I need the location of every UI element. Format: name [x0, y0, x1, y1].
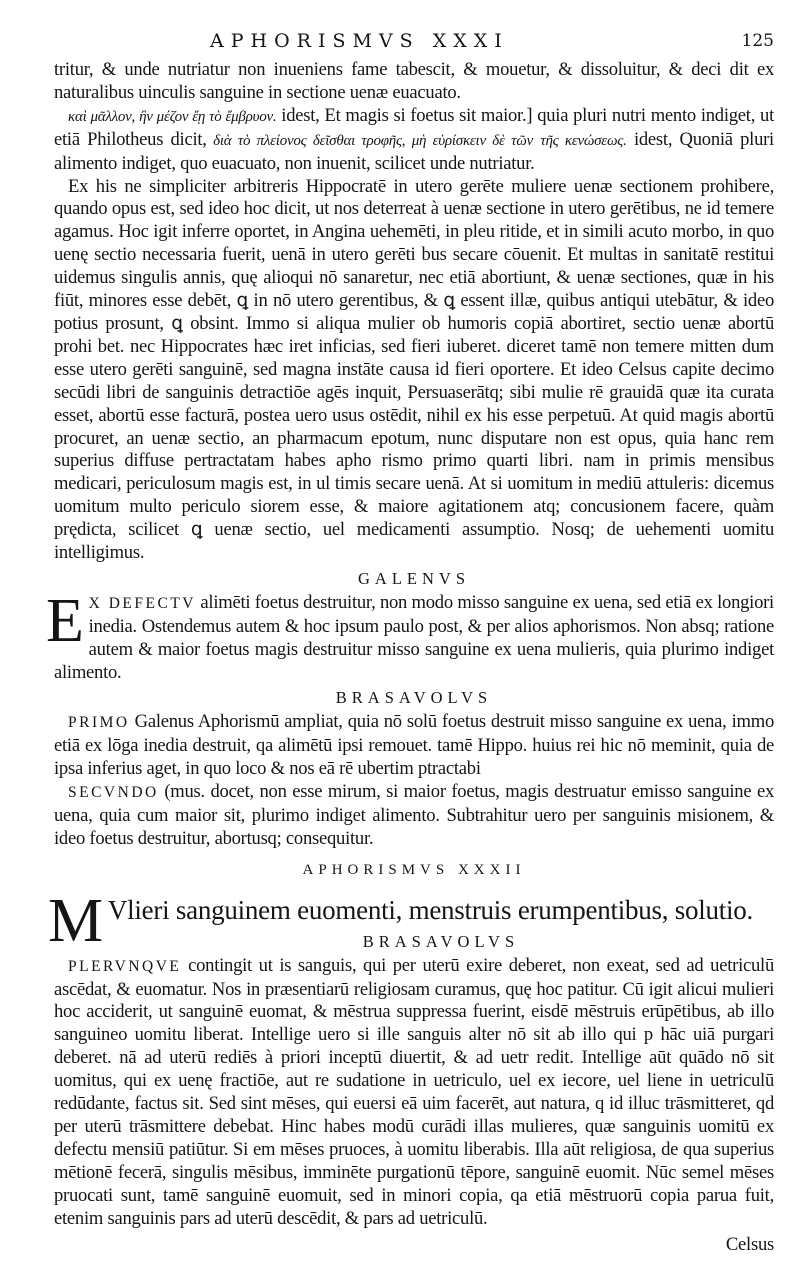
text-line: sanaretur, nec etiā abortiunt, & uenæ sectiones, quæ in his fiūt, minores esse debēt, ꝗ in	[54, 267, 774, 312]
text-line: nunc disputare non est opus, quia hanc rem superius diffuse pertractatam habes apho	[54, 427, 774, 472]
smallcaps-lead: PLERVNQVE	[68, 957, 182, 975]
text-line: esse perpetuū. At quid magis abortū procuret, an uenæ sectio, an pharmacum epotum,	[54, 404, 775, 449]
text-line: rismo primo quarti libri. nam in primis mensibus medicari, periculosum magis est, in ul	[54, 450, 775, 495]
text-line: prohibere, quando opus est, sed ideo hoc dicit, ut nos deterreat à uenæ sectione in utero	[54, 175, 774, 220]
text-line: idest, Quoniā pluri alimento indiget, quo euacuato, non inuenit, scilicet	[54, 128, 774, 174]
text-line: dit ex naturalibus uinculis sanguine in sectione uenæ euacuato.	[54, 59, 774, 103]
text-line: tritur, & unde nutriatur non inueniens fame tabescit, & mouetur, & dissoluitur, & deci	[54, 59, 722, 80]
paragraph-galenus	[46, 586, 774, 685]
paragraph-commentary	[54, 176, 774, 565]
aphorism-body: Vlieri sanguinem euomenti, menstruis erumpentibus, solutio.	[107, 894, 754, 925]
paragraph-text: Galenus Aphorismū ampliat, quia nō solū foetus destruit misso sanguine ex uena, immo etiā ex lōga inedia destruit, qa alimētū ipsi remouet. tamē Hippo. huius rei hic nō meminit, quia de ipsa inferius aget, in quo loco & nos eā rē ubertim ptractabi	[54, 711, 774, 780]
text-line: ꝗ obsint. Immo si aliqua mulier ob humoris copiā abortiret, sectio uenæ abortū prohi	[54, 312, 774, 357]
section-heading-galenus: GALENVS	[358, 568, 470, 588]
aphorism-heading: APHORISMVS XXXII	[302, 861, 526, 878]
page-number: 125	[741, 31, 774, 51]
paragraph-brasavolus-primo	[54, 711, 774, 781]
running-title: APHORISMVS XXXI	[210, 30, 509, 52]
paragraph-continuation	[54, 59, 774, 105]
text-line: timis secare uenā. At si uomitum in mediū attuleris: dicemus uomitum multo periculo	[54, 473, 774, 518]
paragraph-greek-lemma	[54, 105, 774, 176]
margin-note: (mus.	[164, 781, 205, 803]
text-block	[46, 59, 775, 1256]
smallcaps-lead: SECVNDO	[68, 784, 159, 802]
paragraph-brasavolus-secundo	[54, 781, 774, 851]
section-heading-brasavolus: BRASAVOLVS	[335, 688, 493, 708]
text-line: gerētibus, ne id temere agamus. Hoc igit inferre oportet, in Angina uehemēti, in pleu	[54, 198, 774, 243]
text-line: dum esse utero gerēti sanguinē, sed magna instāte causa id fieri oportere. Et ideo Celsus	[54, 335, 774, 380]
text-line: Ex his ne simpliciter arbitreris Hippocratē in utero gerēte muliere uenæ sectionem	[68, 175, 693, 197]
text-line: ritide, et in simili acuto morbo, in quo uenę sectio necessaria fuerit, uenā in utero gerēti	[54, 221, 775, 266]
catchword: Celsus	[725, 1233, 774, 1255]
text-line: uenæ sectio, uel medicamenti assumptio. Nosq; de uehementi uomitu intelligimus.	[54, 519, 774, 564]
greek-lemma: καὶ μᾶλλον, ἢν μέζον ἔῃ τὸ ἔμβρυον.	[68, 108, 277, 125]
smallcaps-lead: PRIMO	[68, 714, 130, 732]
greek-quote: διὰ τὸ πλείονος δεῖσθαι τροφῆς, μὴ εὑρίσκειν δὲ τῶν	[206, 132, 533, 149]
text-line: nō utero gerentibus, & ꝗ essent illæ, quibus antiqui utebātur, & ideo potius prosunt,	[54, 290, 774, 334]
text-line: bet. nec Hippocrates hæc iret inficias, sed fieri iuberet. diceret tamē non temere mitten	[97, 335, 736, 357]
paragraph-text: alimēti foetus destruitur, non modo misso sanguine ex uena, sed etiā ex longiori inedia. Ostendemus autem & hoc ipsum paulo post, & per alios aphorismos. Non absq; ratione autem & maior foetus magis destruitur misso sanguine ex uena mulieris, quia plurimo indiget alimento.	[54, 591, 774, 683]
text-line: rē grauidā quæ ita curata esset, abortū esse facturā, postea uero usus ostēdit, nihil ex his	[54, 381, 774, 426]
text-line: siorem esse, & maiore agitationem atq; concusionem facere, quàm prędicta, scilicet ꝗ	[54, 496, 775, 541]
text-line: unde nutriatur.	[429, 152, 535, 174]
text-line: bus secare cōuenit. Et multas in sanitatē restitui uidemus singulis annis, quę alioqui nō	[54, 244, 775, 289]
initial-letter: E	[46, 586, 84, 655]
latin-gloss: idest, Et magis si foetus sit maior.] quia pluri nutri	[276, 104, 646, 126]
paragraph-brasavolus-plerunque	[54, 955, 774, 1231]
section-heading-brasavolus: BRASAVOLVS	[362, 931, 520, 951]
text-line: mento indiget, ut etiā Philotheus dicit,	[54, 104, 774, 150]
smallcaps-lead: X DEFECTV	[88, 594, 196, 612]
greek-quote: τῆς κενώσεως.	[540, 132, 627, 149]
paragraph-text: docet, non esse mirum, si maior foetus, magis destruatur emisso sanguine ex uena, quia cum maior sit, plurimo indiget alimento. Subtrahitur uero per sanguinis misionem, & ideo foetus destruitur, abortusq; consequitur.	[54, 781, 774, 849]
initial-letter: M	[48, 886, 103, 955]
text-line: capite decimo secūdi libri de sanguinis detractiōe agēs inquit, Persuaserātq; sibi mulie	[54, 358, 774, 403]
paragraph-text: contingit ut is sanguis, qui per uterū exire deberet, non exeat, sed ad uetriculū ascēdat, & euomatur. Nos in præsentiarū religiosam curamus, quę hoc patitur. Cū igit alicui mulieri hoc acciderit, ut sanguinē euomat, & mēstrua suppressa fuerint, eisdē mēstruis erūpētibus, ab illo sanguineo uomitu liberat. Intellige uero si ille sanguis alter nō sit ab illo qui p hāc uiā purgari deberet. nā ad uterū rediēs à priori inceptū diuertit, & ad uetr redit. Intellige aūt quādo nō sit uomitus, qui ex uenę fractiōe, aut re sudatione in uetriculo, uel ex iecore, uel liene in uetriculū redūdante, factus sit. Sed sint mēses, qui euersi eā uim facerēt, aut natura, q id illuc trāsmitteret, qd per uterū trāsmittere debebat. Hinc habes modū curādi illas mulieres, quæ sanguinis uomitū ex defectu mensiū patiūtur. Si em mēses pruoces, à uomitu liberabis. Illa aūt religiosa, de qua superius mētionē fecerā, singulis mēsibus, imminēte purgationū tēpore, sanguinē euomit. Nūc semel mēses pruocati sunt, tamē sanguinē euomuit, sed in minori copia, qa etiā mēstruorū copia parua fuit, etenim sanguinis pars ad uterū descēdit, & pars ad uetriculū.	[54, 954, 774, 1229]
running-header	[210, 30, 780, 56]
